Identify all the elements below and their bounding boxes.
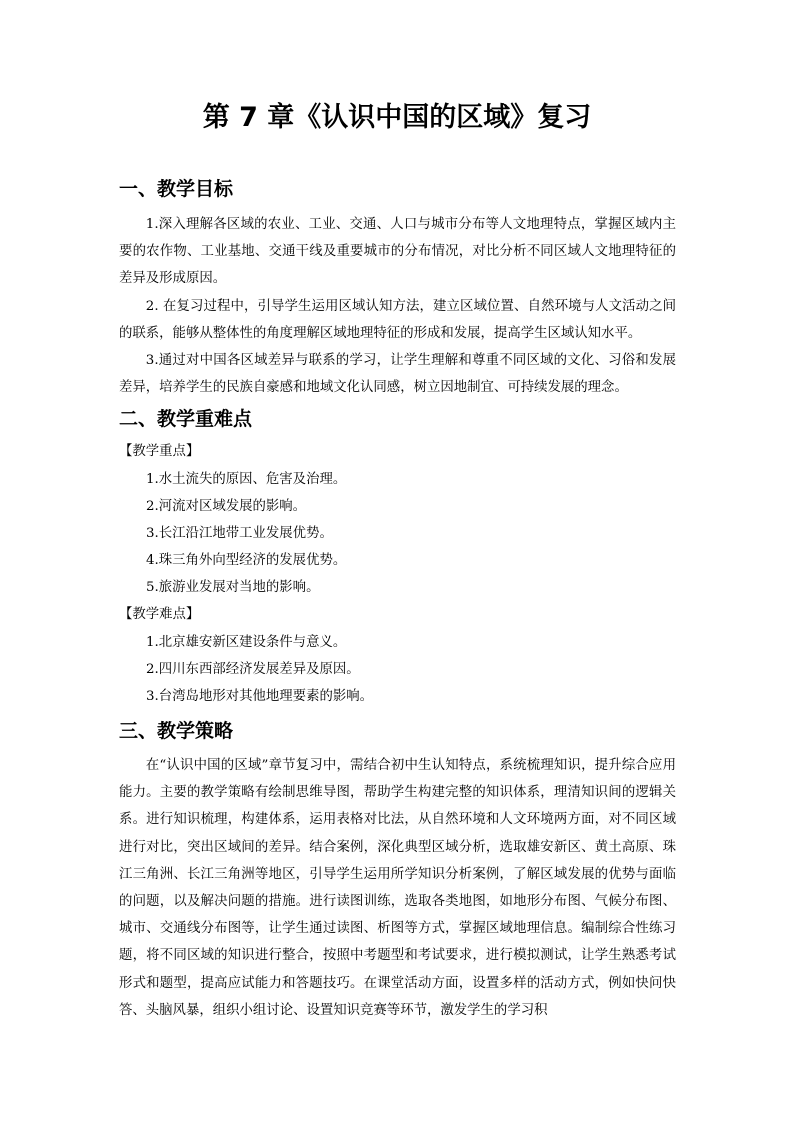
difficulty-item: 2.四川东西部经济发展差异及原因。	[146, 662, 360, 677]
page-title: 第 7 章《认识中国的区域》复习	[202, 102, 592, 133]
focus-label: 【教学重点】	[119, 444, 200, 459]
focus-item: 1.水土流失的原因、危害及治理。	[146, 472, 347, 487]
goals-paragraph-1: 1.深入理解各区域的农业、工业、交通、人口与城市分布等人文地理特点，掌握区域内主要的农作物、工业基地、交通干线及重要城市的分布情况，对比分析不同区域人文地理特征的差异及形成原因。	[119, 217, 676, 287]
focus-item: 3.长江沿江地带工业发展优势。	[146, 526, 333, 541]
section-heading-goals: 一、教学目标	[119, 178, 234, 200]
difficulty-item: 3.台湾岛地形对其他地理要素的影响。	[146, 689, 374, 704]
difficulty-item: 1.北京雄安新区建设条件与意义。	[146, 635, 347, 650]
goals-paragraph-2: 2. 在复习过程中，引导学生运用区域认知方法，建立区域位置、自然环境与人文活动之间的联系，能够从整体性的角度理解区域地理特征的形成和发展，提高学生区域认知水平。	[119, 299, 676, 342]
difficulty-label: 【教学难点】	[119, 607, 200, 622]
goals-paragraph-3: 3.通过对中国各区域差异与联系的学习，让学生理解和尊重不同区域的文化、习俗和发展差异，培养学生的民族自豪感和地域文化认同感，树立因地制宜、可持续发展的理念。	[119, 353, 676, 396]
focus-item: 5.旅游业发展对当地的影响。	[146, 580, 320, 595]
section-heading-strategy: 三、教学策略	[119, 720, 234, 742]
focus-item: 2.河流对区域发展的影响。	[146, 499, 307, 514]
strategy-paragraph: 在“认识中国的区域”章节复习中，需结合初中生认知特点，系统梳理知识，提升综合应用能力。主要的教学策略有绘制思维导图，帮助学生构建完整的知识体系，理清知识间的逻辑关系。进行知识梳理，构建体系，运用表格对比法，从自然环境和人文环境两方面，对不同区域进行对比，突出区域间的差异。结合案例，深化典型区域分析，选取雄安新区、黄土高原、珠江三角洲、长江三角洲等地区，引导学生运用所学知识分析案例，了解区域发展的优势与面临的问题，以及解决问题的措施。进行读图训练，选取各类地图，如地形分布图、气候分布图、城市、交通线分布图等，让学生通过读图、析图等方式，掌握区域地理信息。编制综合性练习题，将不同区域的知识进行整合，按照中考题型和考试要求，进行模拟测试，让学生熟悉考试形式和题型，提高应试能力和答题技巧。在课堂活动方面，设置多样的活动方式，例如快问快答、头脑风暴，组织小组讨论、设置知识竞赛等环节，激发学生的学习积	[119, 758, 676, 1018]
section-heading-key-points: 二、教学重难点	[119, 408, 253, 430]
focus-item: 4.珠三角外向型经济的发展优势。	[146, 553, 347, 568]
